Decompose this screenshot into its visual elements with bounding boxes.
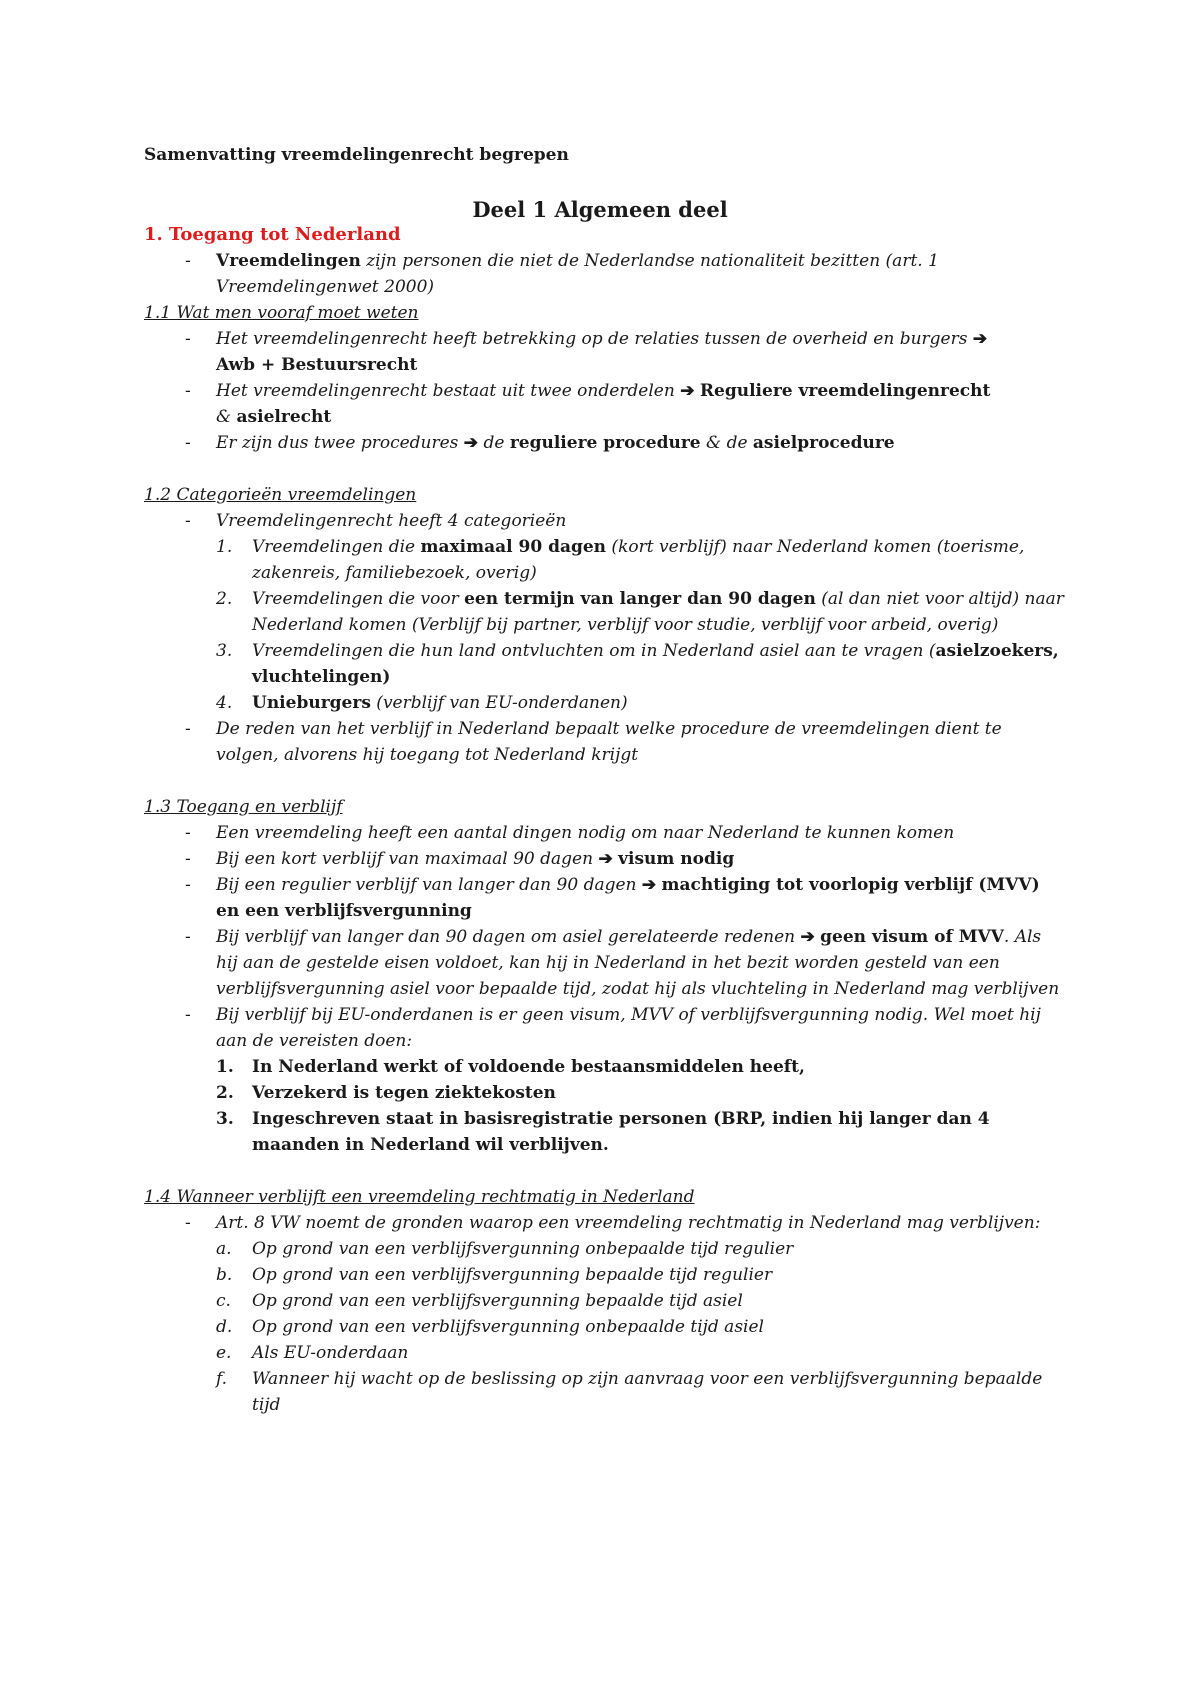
list-marker: 4.: [216, 693, 233, 713]
subsection-heading: 1.2 Categorieën vreemdelingen: [144, 485, 417, 505]
list-marker: e.: [216, 1343, 232, 1363]
list-item: - Het vreemdelingenrecht heeft betrekking op de relaties tussen de overheid en burgers ➔ Awb + Bestuursrecht: [144, 326, 1064, 378]
list-marker: 1.: [216, 1057, 234, 1077]
list-item: 3. Ingeschreven staat in basisregistratie personen (BRP, indien hij langer dan 4 maanden in Nederland wil verblijven.: [144, 1106, 1064, 1158]
list-item: - Bij verblijf bij EU-onderdanen is er geen visum, MVV of verblijfsvergunning nodig. Wel moet hij aan de vereisten doen:: [144, 1002, 1064, 1054]
list-item: - Bij verblijf van langer dan 90 dagen om asiel gerelateerde redenen ➔ geen visum of MVV. Als hij aan de gestelde eisen voldoet, kan hij in Nederland in het bezit worden gesteld van een verblijfsvergunning asiel voor bepaalde tijd, zodat hij als vluchteling in Nederland mag verblijven: [144, 924, 1064, 1002]
list-item: - Vreemdelingenrecht heeft 4 categorieën: [144, 508, 1064, 534]
list-item: - Art. 8 VW noemt de gronden waarop een vreemdeling rechtmatig in Nederland mag verblijven:: [144, 1210, 1064, 1236]
arrow-icon: ➔: [598, 849, 613, 869]
list-item: f. Wanneer hij wacht op de beslissing op zijn aanvraag voor een verblijfsvergunning bepaalde tijd: [144, 1366, 1064, 1418]
document-body: [144, 222, 1064, 1418]
list-marker: c.: [216, 1291, 231, 1311]
list-item: 1. In Nederland werkt of voldoende bestaansmiddelen heeft,: [144, 1054, 1064, 1080]
list-item: 2. Verzekerd is tegen ziektekosten: [144, 1080, 1064, 1106]
arrow-icon: ➔: [680, 381, 695, 401]
list-item: 4. Unieburgers (verblijf van EU-onderdanen): [144, 690, 1064, 716]
list-item: 1. Vreemdelingen die maximaal 90 dagen (kort verblijf) naar Nederland komen (toerisme, zakenreis, familiebezoek, overig): [144, 534, 1064, 586]
list-item: - Bij een kort verblijf van maximaal 90 dagen ➔ visum nodig: [144, 846, 1064, 872]
arrow-icon: ➔: [972, 329, 988, 349]
category-list: [144, 534, 1064, 716]
list-marker: d.: [216, 1317, 233, 1337]
subsection-heading: 1.1 Wat men vooraf moet weten: [144, 303, 419, 323]
list-item: - De reden van het verblijf in Nederland bepaalt welke procedure de vreemdelingen dient te volgen, alvorens hij toegang tot Nederland krijgt: [144, 716, 1064, 768]
arrow-icon: ➔: [641, 875, 657, 895]
list-item: - Er zijn dus twee procedures ➔ de reguliere procedure & de asielprocedure: [144, 430, 1064, 456]
list-item: b. Op grond van een verblijfsvergunning bepaalde tijd regulier: [144, 1262, 1064, 1288]
list-item: 2. Vreemdelingen die voor een termijn van langer dan 90 dagen (al dan niet voor altijd) naar Nederland komen (Verblijf bij partner, verblijf voor studie, verblijf voor arbeid, overig): [144, 586, 1064, 638]
list-item: - Bij een regulier verblijf van langer dan 90 dagen ➔ machtiging tot voorlopig verblijf (MVV) en een verblijfsvergunning: [144, 872, 1064, 924]
list-item: 3. Vreemdelingen die hun land ontvluchten om in Nederland asiel aan te vragen (asielzoekers, vluchtelingen): [144, 638, 1064, 690]
arrow-icon: ➔: [800, 927, 815, 947]
section-heading: 1. Toegang tot Nederland: [144, 224, 401, 245]
requirements-list: [144, 1054, 1064, 1158]
list-marker: 2.: [216, 589, 233, 609]
list-marker: a.: [216, 1239, 232, 1259]
grounds-list: [144, 1236, 1064, 1418]
list-marker: 1.: [216, 537, 233, 557]
list-marker: b.: [216, 1265, 233, 1285]
list-item: - Het vreemdelingenrecht bestaat uit twee onderdelen ➔ Reguliere vreemdelingenrecht & asielrecht: [144, 378, 1064, 430]
list-marker: 3.: [216, 641, 233, 661]
list-item: d. Op grond van een verblijfsvergunning onbepaalde tijd asiel: [144, 1314, 1064, 1340]
list-marker: f.: [216, 1369, 228, 1389]
list-marker: 2.: [216, 1083, 234, 1103]
list-item: - Vreemdelingen zijn personen die niet de Nederlandse nationaliteit bezitten (art. 1 Vreemdelingenwet 2000): [144, 248, 1064, 300]
list-item: a. Op grond van een verblijfsvergunning onbepaalde tijd regulier: [144, 1236, 1064, 1262]
list-item: e. Als EU-onderdaan: [144, 1340, 1064, 1366]
list-marker: 3.: [216, 1109, 234, 1129]
part-title: Deel 1 Algemeen deel: [472, 197, 728, 222]
subsection-heading: 1.4 Wanneer verblijft een vreemdeling rechtmatig in Nederland: [144, 1187, 695, 1207]
subsection-heading: 1.3 Toegang en verblijf: [144, 797, 343, 817]
list-item: c. Op grond van een verblijfsvergunning bepaalde tijd asiel: [144, 1288, 1064, 1314]
arrow-icon: ➔: [463, 433, 479, 453]
list-item: - Een vreemdeling heeft een aantal dingen nodig om naar Nederland te kunnen komen: [144, 820, 1064, 846]
document-title: Samenvatting vreemdelingenrecht begrepen: [144, 145, 569, 165]
